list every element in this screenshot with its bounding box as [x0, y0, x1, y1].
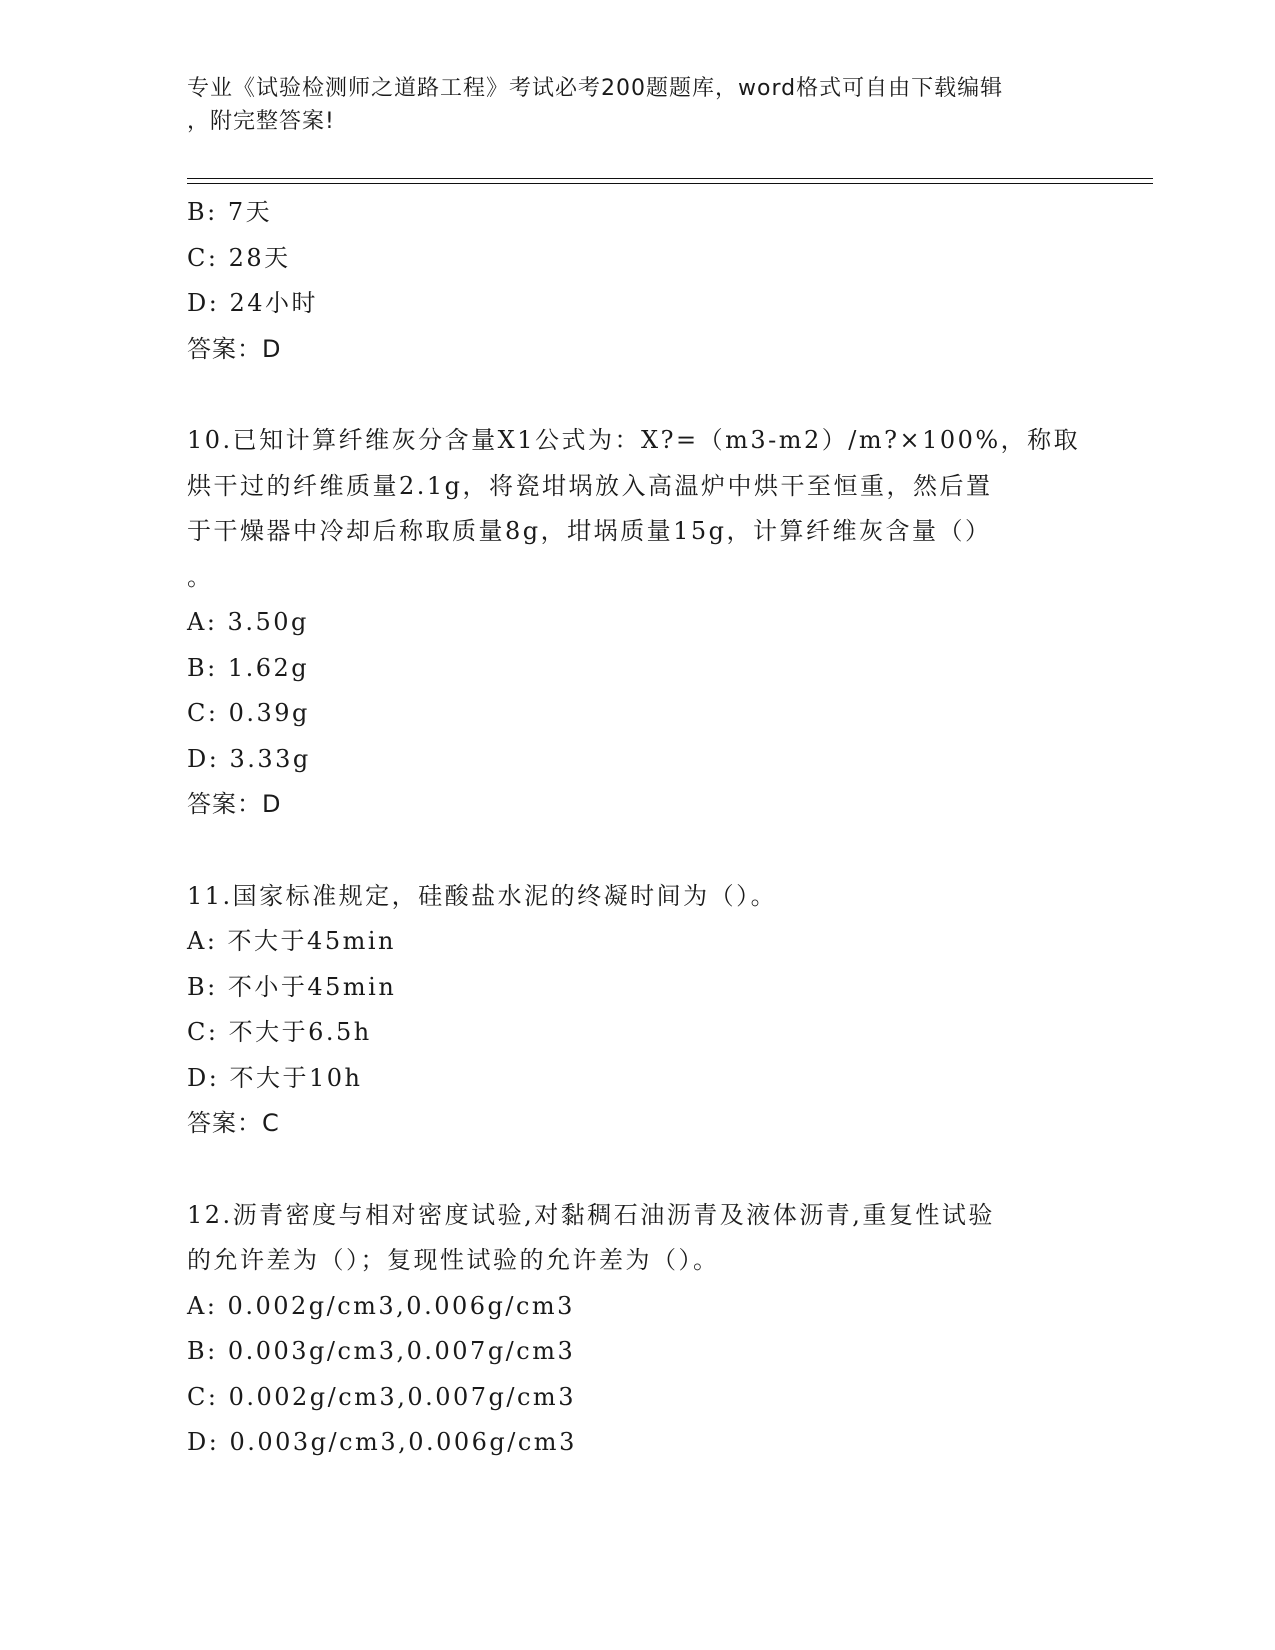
option-d: D: 3.33g [187, 744, 311, 773]
option-a: A: 不大于45min [187, 927, 396, 955]
spacer [187, 828, 1087, 874]
option-b: B: 0.003g/cm3,0.007g/cm3 [187, 1337, 576, 1365]
answer-line: 答案：C [187, 1109, 280, 1137]
option-c: C: 不大于6.5h [187, 1018, 372, 1046]
question-list [187, 190, 1087, 1466]
answer-line: 答案：D [187, 790, 282, 818]
question-block-10 [187, 418, 1087, 828]
option-c: C: 0.39g [187, 699, 310, 727]
question-block-11 [187, 874, 1087, 1147]
document-header [187, 72, 1067, 138]
spacer [187, 1147, 1087, 1193]
question-text-line: 。 [187, 562, 214, 591]
option-b: B: 1.62g [187, 653, 310, 682]
question-text-line: 烘干过的纤维质量2.1g，将瓷坩埚放入高温炉中烘干至恒重，然后置 [187, 471, 993, 500]
option-c: C: 28天 [187, 243, 291, 272]
question-block-9 [187, 190, 1087, 372]
header-title-line-2: ，附完整答案! [187, 109, 335, 134]
question-text-line: 的允许差为（）；复现性试验的允许差为（）。 [187, 1246, 720, 1274]
question-text-line: 于干燥器中冷却后称取质量8g，坩埚质量15g，计算纤维灰含量（） [187, 517, 992, 545]
option-c: C: 0.002g/cm3,0.007g/cm3 [187, 1382, 576, 1411]
option-d: D: 不大于10h [187, 1063, 363, 1092]
question-text-line: 12.沥青密度与相对密度试验,对黏稠石油沥青及液体沥青,重复性试验 [187, 1200, 995, 1229]
question-text-line: 11.国家标准规定，硅酸盐水泥的终凝时间为（）。 [187, 881, 778, 910]
spacer [187, 372, 1087, 418]
option-b: B: 7天 [187, 198, 273, 226]
question-text-line: 10.已知计算纤维灰分含量X1公式为：X?=（m3-m2）/m?×100%，称取 [187, 426, 1081, 454]
option-a: A: 0.002g/cm3,0.006g/cm3 [187, 1291, 575, 1320]
header-divider-top [187, 178, 1153, 179]
option-b: B: 不小于45min [187, 972, 397, 1001]
header-title-line-1: 专业《试验检测师之道路工程》考试必考200题题库，word格式可自由下载编辑 [187, 76, 1004, 101]
option-a: A: 3.50g [187, 608, 309, 636]
option-d: D: 24小时 [187, 289, 318, 317]
answer-line: 答案：D [187, 334, 282, 363]
option-d: D: 0.003g/cm3,0.006g/cm3 [187, 1428, 577, 1456]
question-block-12 [187, 1193, 1087, 1466]
header-divider-bottom [187, 183, 1153, 184]
